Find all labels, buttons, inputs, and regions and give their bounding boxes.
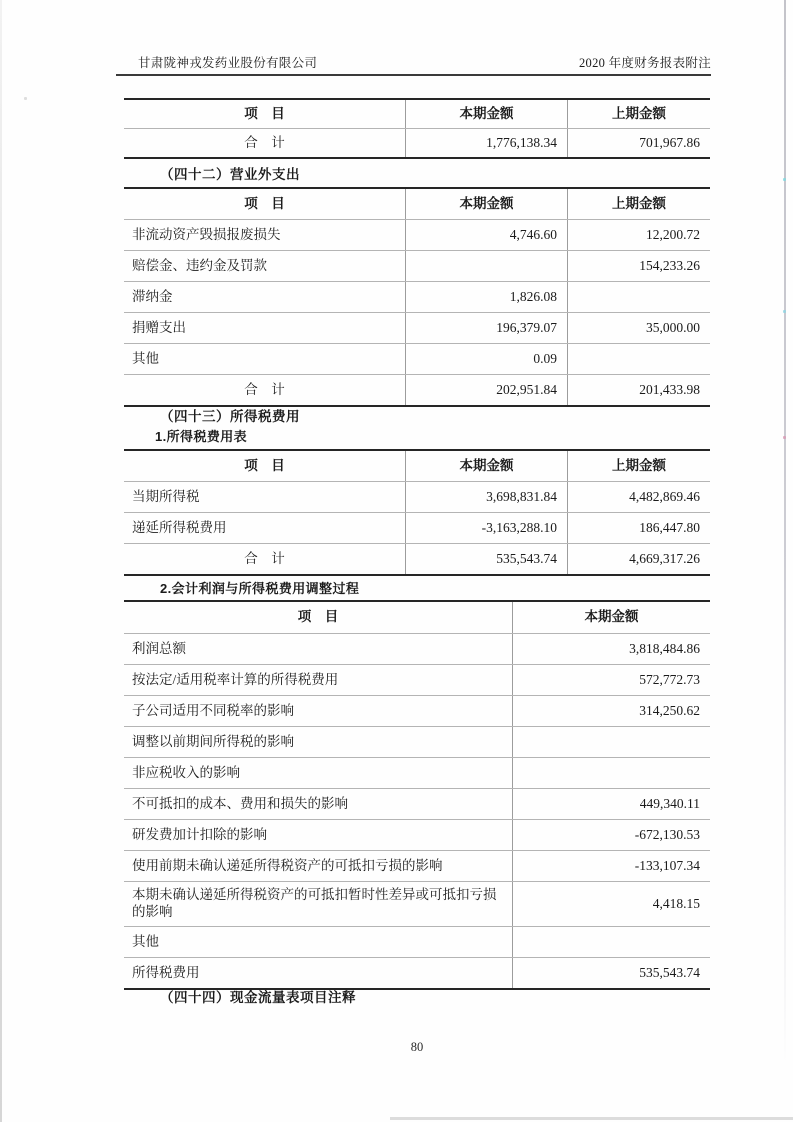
header-rule	[116, 74, 711, 76]
table-row	[124, 220, 710, 251]
item-cell: 所得税费用	[132, 964, 200, 980]
current-amount-cell: 3,818,484.86	[512, 634, 710, 664]
item-cell: 非应税收入的影响	[132, 764, 240, 780]
prior-period-header-cell: 上期金额	[567, 451, 710, 481]
section-heading-42: （四十二）营业外支出	[160, 167, 300, 182]
current-amount-cell: 0.09	[405, 344, 567, 374]
table-row-total	[124, 375, 710, 405]
current-period-header-cell: 本期金额	[405, 189, 567, 219]
prior-amount-cell: 201,433.98	[567, 375, 710, 405]
item-header-cell: 项 目	[244, 457, 285, 473]
prior-amount-cell: 186,447.80	[567, 513, 710, 543]
item-cell: 非流动资产毁损报废损失	[132, 226, 281, 242]
table-row	[124, 513, 710, 544]
current-amount-cell: 202,951.84	[405, 375, 567, 405]
table-row	[124, 696, 710, 727]
scan-speck	[783, 178, 786, 181]
item-cell: 利润总额	[132, 640, 186, 656]
item-cell: 调整以前期间所得税的影响	[132, 733, 294, 749]
current-amount-cell	[512, 927, 710, 957]
current-amount-cell: -133,107.34	[512, 851, 710, 881]
table-row	[124, 851, 710, 882]
table-row	[124, 282, 710, 313]
item-cell: 不可抵扣的成本、费用和损失的影响	[132, 795, 348, 811]
table-header-row	[124, 602, 710, 634]
item-cell: 使用前期未确认递延所得税资产的可抵扣亏损的影响	[132, 857, 443, 873]
subsection-heading-43-2: 2.会计利润与所得税费用调整过程	[160, 581, 360, 596]
prior-amount-cell	[567, 344, 710, 374]
current-amount-cell	[512, 727, 710, 757]
current-amount-cell: -672,130.53	[512, 820, 710, 850]
table-row	[124, 789, 710, 820]
prior-amount-cell: 35,000.00	[567, 313, 710, 343]
table-row	[124, 634, 710, 665]
current-amount-cell: 535,543.74	[512, 958, 710, 988]
scan-edge-left	[0, 0, 2, 1122]
item-cell: 当期所得税	[132, 488, 200, 504]
report-title: 2020 年度财务报表附注	[578, 56, 711, 70]
current-period-header-cell: 本期金额	[405, 100, 567, 128]
company-name: 甘肃陇神戎发药业股份有限公司	[138, 56, 318, 70]
item-cell: 合 计	[244, 134, 285, 150]
page-header	[116, 53, 711, 71]
item-header-cell: 项 目	[244, 195, 285, 211]
item-cell: 合 计	[244, 381, 285, 397]
prior-amount-cell: 4,482,869.46	[567, 482, 710, 512]
item-cell: 赔偿金、违约金及罚款	[132, 257, 267, 273]
item-cell: 本期未确认递延所得税资产的可抵扣暂时性差异或可抵扣亏损的影响	[132, 887, 497, 919]
item-header-cell: 项 目	[244, 105, 285, 121]
table-row	[124, 958, 710, 988]
current-amount-cell	[512, 758, 710, 788]
scan-speck	[783, 310, 786, 313]
table-tax-reconciliation	[124, 600, 710, 990]
item-header-cell: 项 目	[297, 609, 339, 625]
table-row-total	[124, 544, 710, 574]
table-row	[124, 665, 710, 696]
table-header-row	[124, 100, 710, 129]
prior-amount-cell: 12,200.72	[567, 220, 710, 250]
scan-edge-bottom	[390, 1117, 793, 1120]
current-amount-cell: 572,772.73	[512, 665, 710, 695]
current-amount-cell: 314,250.62	[512, 696, 710, 726]
item-cell: 合 计	[244, 550, 285, 566]
scan-edge-right	[784, 0, 786, 1122]
current-amount-cell: 1,826.08	[405, 282, 567, 312]
item-cell: 捐赠支出	[132, 319, 186, 335]
item-cell: 递延所得税费用	[132, 519, 227, 535]
item-cell: 子公司适用不同税率的影响	[132, 702, 294, 718]
prior-period-header-cell: 上期金额	[567, 100, 710, 128]
prior-amount-cell: 4,669,317.26	[567, 544, 710, 574]
table-row	[124, 251, 710, 282]
table-row	[124, 820, 710, 851]
current-period-header-cell: 本期金额	[512, 602, 710, 633]
table-header-row	[124, 189, 710, 220]
current-amount-cell: -3,163,288.10	[405, 513, 567, 543]
table-row	[124, 313, 710, 344]
table-row	[124, 758, 710, 789]
current-amount-cell: 1,776,138.34	[405, 129, 567, 157]
current-amount-cell: 4,418.15	[512, 882, 710, 926]
table-carryover-total	[124, 98, 710, 159]
table-row	[124, 882, 710, 927]
section-heading-44: （四十四）现金流量表项目注释	[160, 990, 356, 1005]
subsection-heading-43-1: 1.所得税费用表	[155, 429, 248, 444]
item-cell: 其他	[132, 350, 159, 366]
scan-speck	[783, 436, 786, 439]
table-header-row	[124, 451, 710, 482]
table-non-operating-expenses	[124, 187, 710, 407]
prior-amount-cell: 701,967.86	[567, 129, 710, 157]
prior-period-header-cell: 上期金额	[567, 189, 710, 219]
current-amount-cell: 4,746.60	[405, 220, 567, 250]
table-row-total	[124, 129, 710, 157]
current-amount-cell: 3,698,831.84	[405, 482, 567, 512]
scan-speck	[24, 97, 27, 100]
item-cell: 研发费加计扣除的影响	[132, 826, 267, 842]
prior-amount-cell: 154,233.26	[567, 251, 710, 281]
prior-amount-cell	[567, 282, 710, 312]
table-row	[124, 344, 710, 375]
table-row	[124, 927, 710, 958]
current-period-header-cell: 本期金额	[405, 451, 567, 481]
item-cell: 其他	[132, 933, 159, 949]
table-row	[124, 482, 710, 513]
current-amount-cell: 535,543.74	[405, 544, 567, 574]
table-row	[124, 727, 710, 758]
table-income-tax-expense	[124, 449, 710, 576]
current-amount-cell: 196,379.07	[405, 313, 567, 343]
item-cell: 按法定/适用税率计算的所得税费用	[132, 671, 339, 687]
section-heading-43: （四十三）所得税费用	[160, 409, 300, 424]
page-number: 80	[410, 1040, 424, 1054]
current-amount-cell	[405, 251, 567, 281]
item-cell: 滞纳金	[132, 288, 173, 304]
current-amount-cell: 449,340.11	[512, 789, 710, 819]
